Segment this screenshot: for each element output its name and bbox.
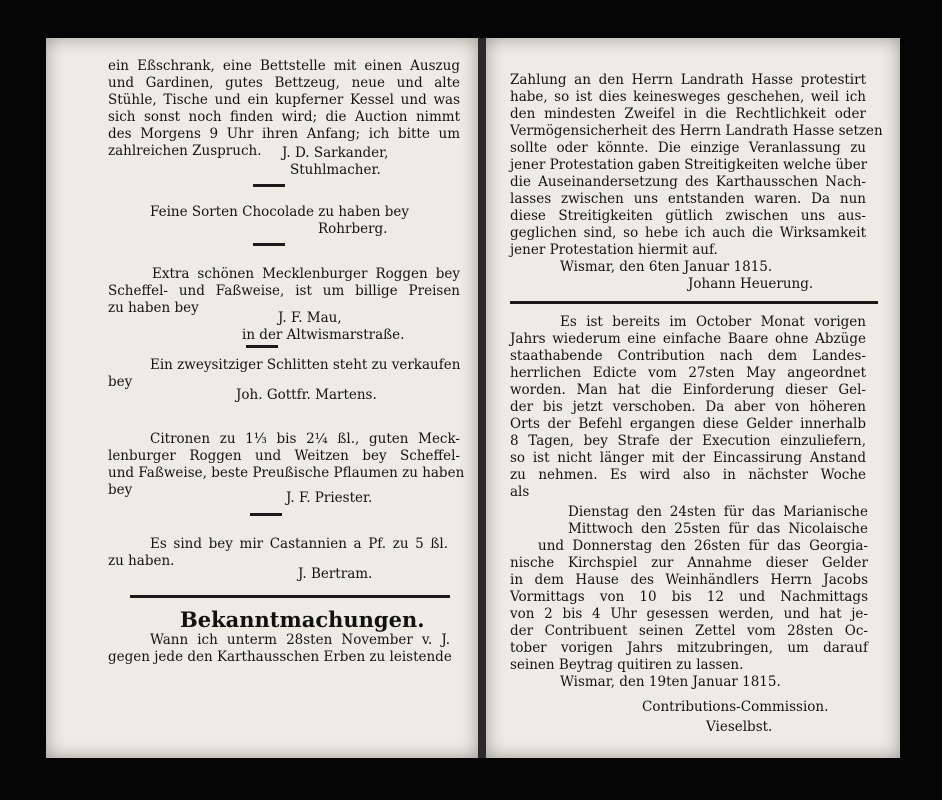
text-line: zu nehmen. Es wird also in nächster Woche [510, 467, 866, 483]
text-line: geglichen sind, so hebe ich auch die Wirksamkeit [510, 225, 866, 241]
signature-address: in der Altwismarstraße. [242, 327, 405, 343]
text-line: 8 Tagen, bey Strafe der Execution einzuliefern, [510, 433, 866, 449]
text-line: die Auseinandersetzung des Karthausschen Nach- [510, 174, 866, 190]
book-gutter [478, 38, 486, 758]
text-line: Dienstag den 24sten für das Marianische [568, 504, 868, 520]
signature: J. F. Mau, [278, 310, 342, 326]
ad-line: Es sind bey mir Castannien a Pf. zu 5 ßl. [150, 536, 448, 552]
separator-dash [253, 184, 285, 187]
signature: J. F. Priester. [286, 490, 373, 506]
ad-line: Scheffel- und Faßweise, ist um billige Preisen [108, 283, 460, 299]
text-line: worden. Man hat die Einforderung dieser Gel- [510, 382, 866, 398]
text-line: Zahlung an den Herrn Landrath Hasse protestirt [510, 72, 866, 88]
text-line: der bis jetzt verschoben. Da aber von höheren [510, 399, 866, 415]
signature: J. Bertram. [298, 566, 373, 582]
text-line: und Donnerstag den 26sten für das Georgia- [538, 538, 868, 554]
text-line: Wann ich unterm 28sten November v. J. [150, 632, 450, 648]
ad-line: lenburger Roggen und Weitzen bey Scheffel- [108, 448, 460, 464]
ad-line: zu haben bey [108, 300, 199, 316]
text-line: Mittwoch den 25sten für das Nicolaische [568, 521, 868, 537]
text-line: gegen jede den Karthausschen Erben zu leistende [108, 649, 452, 665]
text-line: Es ist bereits im October Monat vorigen [560, 314, 866, 330]
separator-dash [253, 243, 285, 246]
text-line: Jahrs wiederum eine einfache Baare ohne Abzüge [510, 331, 866, 347]
ad-line: Extra schönen Mecklenburger Roggen bey [152, 266, 460, 282]
right-page [486, 38, 900, 758]
ad-line: Ein zweysitziger Schlitten steht zu verkaufen [150, 357, 461, 373]
signature-title: Stuhlmacher. [290, 162, 381, 178]
text-line: Stühle, Tische und ein kupferner Kessel und was [108, 92, 460, 108]
separator-dash [250, 513, 282, 516]
signature: Contributions-Commission. [642, 699, 829, 715]
text-line: herrlichen Edicte vom 27sten May angeordnet [510, 365, 866, 381]
section-rule [510, 301, 878, 304]
text-line: jener Protestation gaben Streitigkeiten welche über [510, 157, 868, 173]
dateline: Wismar, den 19ten Januar 1815. [560, 674, 781, 690]
text-line: sollte oder könnte. Die einzige Veranlassung zu [510, 140, 866, 156]
ad-line: zu haben. [108, 553, 175, 569]
signature-place: Vieselbst. [706, 719, 773, 735]
text-line: als [510, 484, 530, 500]
text-line: und Gardinen, gutes Bettzeug, neue und alte [108, 75, 460, 91]
text-line: den mindesten Zweifel in die Rechtlichkeit oder [510, 106, 866, 122]
text-line: nische Kirchspiel zur Annahme dieser Gelder [510, 555, 868, 571]
signature: Joh. Gottfr. Martens. [236, 387, 377, 403]
section-rule [130, 595, 450, 598]
dateline: Wismar, den 6ten Januar 1815. [560, 259, 773, 275]
ad-line: Feine Sorten Chocolade zu haben bey [150, 204, 409, 220]
signature: Johann Heuerung. [688, 276, 814, 292]
text-line: staathabende Contribution nach dem Landes- [510, 348, 866, 364]
ad-line: Citronen zu 1⅓ bis 2¼ ßl., guten Meck- [150, 431, 460, 447]
text-line: von 2 bis 4 Uhr gesessen werden, und hat je- [510, 606, 868, 622]
text-line: jener Protestation hiermit auf. [510, 242, 718, 258]
text-line: der Contribuent seinen Zettel vom 28sten Oc- [510, 623, 868, 639]
text-line: tober vorigen Jahrs mitzubringen, um darauf [510, 640, 868, 656]
text-line: sich sonst noch finden wird; die Auction nimmt [108, 109, 460, 125]
text-line: zahlreichen Zuspruch. [108, 143, 262, 159]
text-line: Orts der Befehl ergangen diese Gelder innerhalb [510, 416, 866, 432]
section-heading: Bekanntmachungen. [180, 607, 425, 632]
text-line: diese Streitigkeiten gütlich zwischen uns aus- [510, 208, 866, 224]
text-line: Vermögensicherheit des Herrn Landrath Hasse setzen [510, 123, 883, 139]
text-line: so ist nicht länger mit der Eincassirung Anstand [510, 450, 866, 466]
signature: J. D. Sarkander, [282, 145, 389, 161]
ad-line: und Faßweise, beste Preußische Pflaumen zu haben [108, 465, 465, 481]
separator-dash [246, 345, 278, 348]
signature: Rohrberg. [318, 221, 388, 237]
text-line: habe, so ist dies keinesweges geschehen, weil ich [510, 89, 866, 105]
text-line: in dem Hause des Weinhändlers Herrn Jacobs [510, 572, 868, 588]
text-line: ein Eßschrank, eine Bettstelle mit einen Auszug [108, 58, 460, 74]
text-line: lasses zwischen uns entstanden waren. Da nun [510, 191, 866, 207]
text-line: seinen Beytrag quitiren zu lassen. [510, 657, 744, 673]
left-page [46, 38, 478, 758]
ad-line: bey [108, 374, 133, 390]
text-line: Vormittags von 10 bis 12 und Nachmittags [510, 589, 868, 605]
ad-line: bey [108, 482, 133, 498]
text-line: des Morgens 9 Uhr ihren Anfang; ich bitte um [108, 126, 460, 142]
